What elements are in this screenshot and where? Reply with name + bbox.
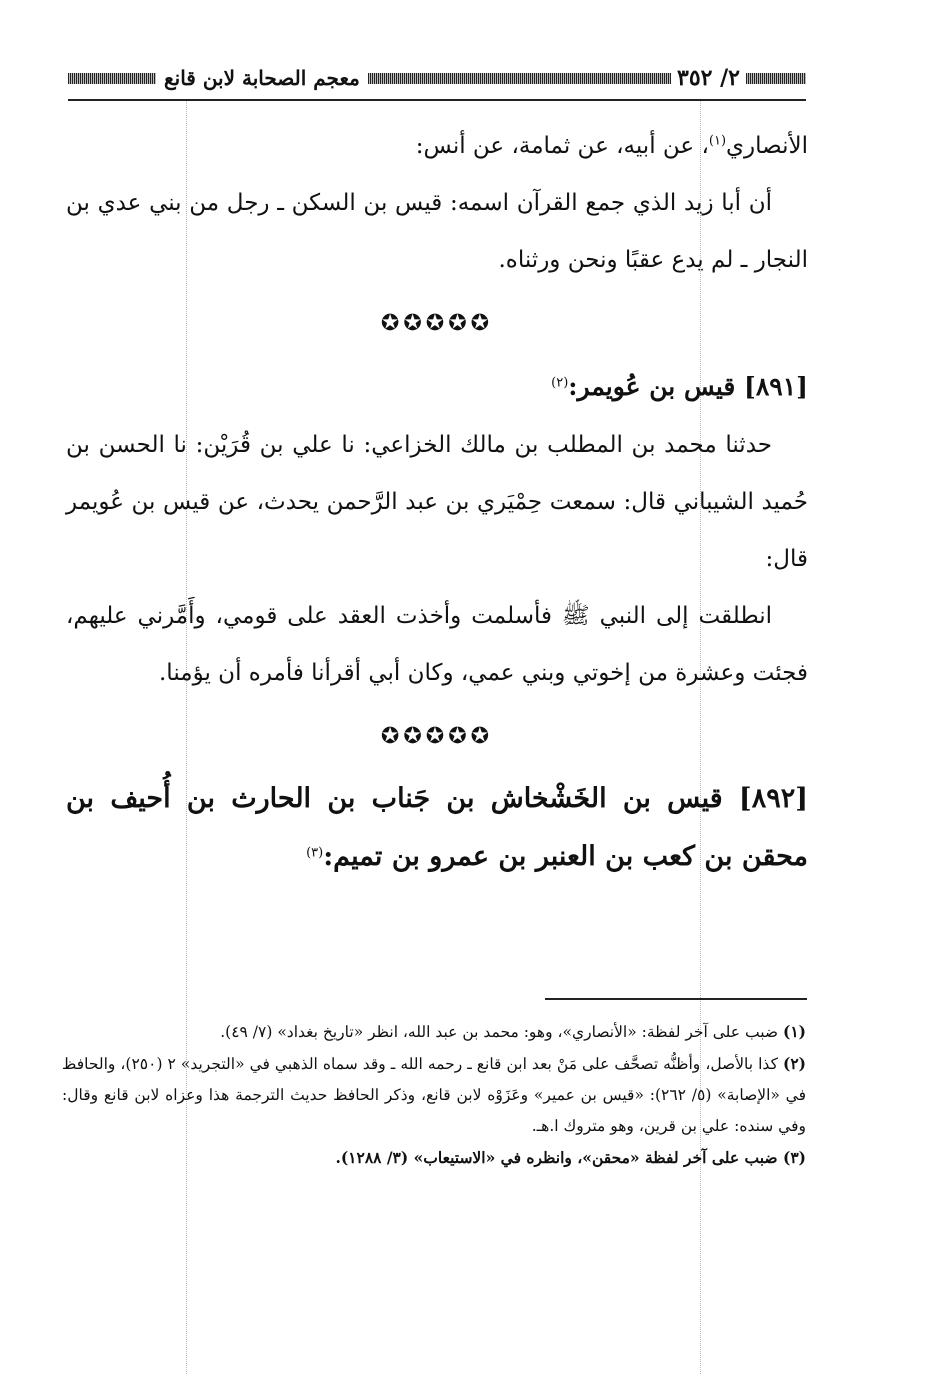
main-text	[66, 118, 808, 887]
running-header	[68, 58, 806, 98]
footnote: (١) ضبب على آخر لفظة: «الأنصاري»، وهو: محمد بن عبد الله، انظر «تاريخ بغداد» (٧/ ٤٩).	[220, 1022, 806, 1041]
book-title: معجم الصحابة لابن قانع	[164, 66, 360, 90]
footnote: (٣) ضبب على آخر لفظة «محقن»، وانظره في «الاستيعاب» (٣/ ١٢٨٨).	[335, 1148, 806, 1167]
header-ornament	[368, 73, 671, 84]
section-separator: ✪✪✪✪✪	[380, 724, 494, 749]
continuation-line: الأنصاري$^{(١)}$، عن أبيه، عن ثمامة، عن أنس:	[415, 133, 808, 159]
entry-heading: [٨٩١] قيس بن عُويمر:$^{(٢)}$	[551, 372, 808, 401]
footnote-divider	[545, 998, 807, 1000]
footnote-ref: (٢)	[551, 375, 569, 391]
footnote-ref: (٣)	[306, 845, 324, 861]
header-divider	[68, 99, 806, 101]
entry-heading: [٨٩٢] قيس بن الخَشْخاش بن جَناب بن الحارث بن أُحيف بن محقن بن كعب بن العنبر بن عمرو بن تميم:$^{(٣)}$	[66, 783, 808, 872]
footnotes	[62, 1016, 806, 1173]
hadith-text: انطلقت إلى النبي ﷺ فأسلمت وأخذت العقد على قومي، وأَمَّرني عليهم، فجئت وعشرة من إخوتي وبني عمي، وكان أبي أقرأنا فأمره أن يؤمنا.	[66, 603, 808, 686]
isnad-text: حدثنا محمد بن المطلب بن مالك الخزاعي: نا علي بن قُرَيْن: نا الحسن بن حُميد الشيباني قال: سمعت حِمْيَري بن عبد الرَّحمن يحدث، عن قيس بن عُويمر قال:	[66, 432, 808, 572]
footnote: (٢) كذا بالأصل، وأظنُّه تصحَّف على مَنْ بعد ابن قانع ـ رحمه الله ـ وقد سماه الذهبي في «التجريد» ٢ (٢٥٠)، والحافظ في «الإصابة» (٥/ ٢٦٢): «قيس بن عمير» وعَزَوْه لابن قانع، وذكر الحافظ حديث الترجمة هذا وعزاه لابن قانع وقال: وفي سنده: علي بن قرين، وهو متروك ا.هـ.	[62, 1054, 806, 1135]
page-number: ٢/ ٣٥٢	[677, 65, 740, 91]
header-ornament	[746, 73, 806, 84]
footnote-ref: (١)	[708, 133, 727, 149]
section-separator: ✪✪✪✪✪	[380, 311, 494, 336]
header-ornament	[68, 73, 156, 84]
hadith-text: أن أبا زيد الذي جمع القرآن اسمه: قيس بن السكن ـ رجل من بني عدي بن النجار ـ لم يدع عقبًا ونحن ورثناه.	[66, 190, 808, 273]
